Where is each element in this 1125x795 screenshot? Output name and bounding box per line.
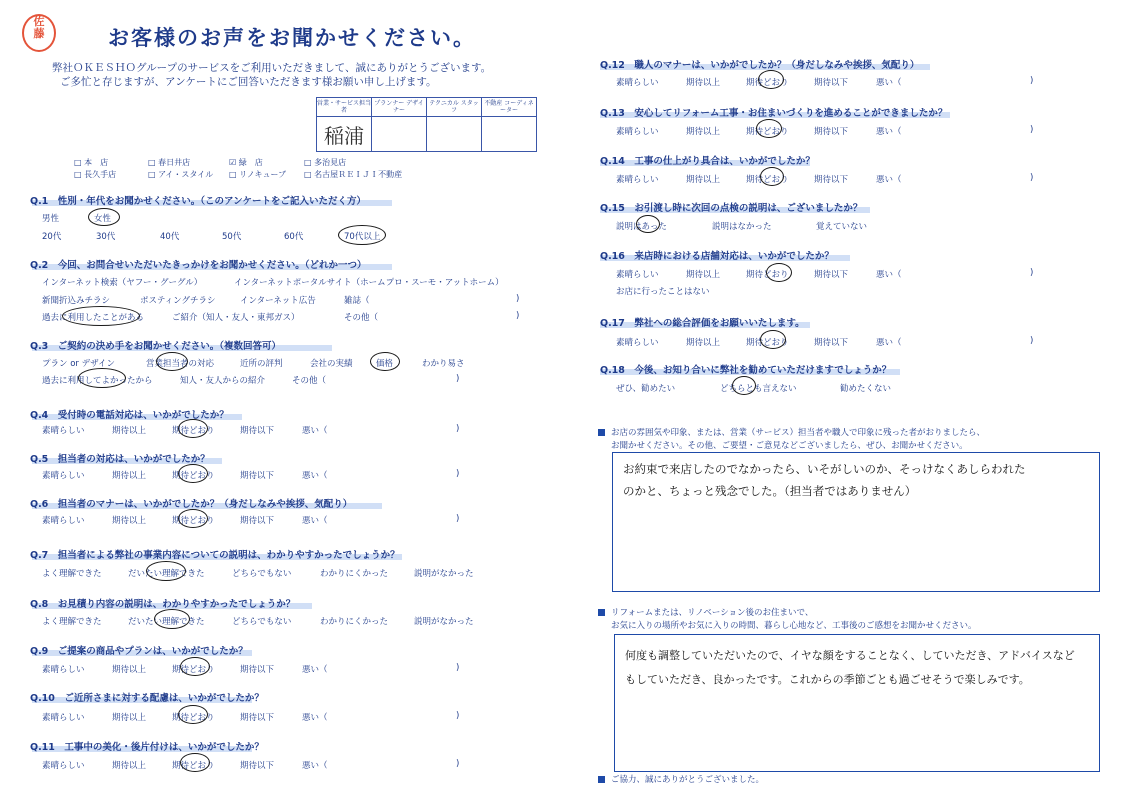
answer-option[interactable]: 悪い（ xyxy=(876,175,902,185)
answer-option[interactable]: 期待以上 xyxy=(686,270,721,280)
answer-option[interactable]: 期待どおり xyxy=(172,713,215,723)
answer-option[interactable]: 素晴らしい xyxy=(42,665,85,675)
answer-option[interactable]: 過去に利用してよかったから xyxy=(42,376,153,386)
answer-circle xyxy=(180,657,210,676)
answer-option[interactable]: 悪い（ xyxy=(302,471,328,481)
staff-header-realestate: 不動産 コーディネーター xyxy=(482,98,537,117)
seal-stamp: 佐 藤 xyxy=(22,14,56,52)
answer-option[interactable]: 知人・友人からの紹介 xyxy=(180,376,266,386)
answer-option[interactable]: どちらとも言えない xyxy=(720,384,797,394)
answer-circle xyxy=(146,561,186,581)
answer-circle xyxy=(760,330,786,349)
answer-option: ) xyxy=(1030,125,1034,135)
question-5: Q.5 担当者の対応は、いかがでしたか？ xyxy=(30,454,210,465)
question-11: Q.11 工事中の美化・後片付けは、いかがでしたか？ xyxy=(30,742,264,753)
staff-header-planner: プランナー デザイナー xyxy=(372,98,427,117)
question-10: Q.10 ご近所さまに対する配慮は、いかがでしたか？ xyxy=(30,693,264,704)
answer-circle xyxy=(732,376,756,395)
answer-option[interactable]: 30代 xyxy=(96,232,116,242)
question-1: Q.1 性別・年代をお聞かせください。（このアンケートをご記入いただく方） xyxy=(30,196,366,207)
answer-option[interactable]: 期待以下 xyxy=(240,665,275,675)
question-16: Q.16 来店時における店舗対応は、いかがでしたか？ xyxy=(600,251,834,262)
answer-option[interactable]: お店に行ったことはない xyxy=(616,287,710,297)
answer-option[interactable]: 過去に利用したことがある xyxy=(42,313,145,323)
question-6: Q.6 担当者のマナーは、いかがでしたか？（身だしなみや挨拶、気配り） xyxy=(30,499,353,510)
store-option[interactable]: □ アイ・スタイル xyxy=(148,170,214,179)
comment1-handwriting-2: のかと、ちょっと残念でした。（担当者ではありません） xyxy=(623,484,917,498)
question-14: Q.14 工事の仕上がり具合は、いかがでしたか？ xyxy=(600,156,815,167)
answer-option[interactable]: 営業担当者の対応 xyxy=(146,359,215,369)
answer-option[interactable]: 期待以下 xyxy=(240,761,275,771)
answer-circle xyxy=(760,167,784,186)
answer-circle xyxy=(370,352,400,371)
question-18: Q.18 今後、お知り合いに弊社を勧めていただけますでしょうか？ xyxy=(600,365,892,376)
answer-circle xyxy=(78,368,126,388)
answer-option[interactable]: 悪い（ xyxy=(302,761,328,771)
answer-option[interactable]: 女性 xyxy=(94,214,112,224)
answer-option: ) xyxy=(456,711,460,721)
answer-option[interactable]: 期待以上 xyxy=(686,127,721,137)
bullet-icon xyxy=(598,609,605,616)
answer-option[interactable]: ぜひ、勧めたい xyxy=(616,384,676,394)
answer-option[interactable]: 悪い（ xyxy=(876,78,902,88)
answer-option: ) xyxy=(456,424,460,434)
answer-option[interactable]: 期待以下 xyxy=(240,426,275,436)
answer-option[interactable]: 期待どおり xyxy=(746,127,789,137)
answer-option[interactable]: 説明がなかった xyxy=(414,617,474,627)
answer-circle xyxy=(756,119,782,138)
answer-option[interactable]: その他（ xyxy=(344,313,379,323)
store-option[interactable]: □ 春日井店 xyxy=(148,158,191,167)
answer-option[interactable]: よく理解できた xyxy=(42,569,102,579)
answer-option[interactable]: わかりにくかった xyxy=(320,569,389,579)
staff-table xyxy=(316,97,537,152)
answer-option[interactable]: 40代 xyxy=(160,232,180,242)
answer-option[interactable]: 新聞折込みチラシ xyxy=(42,296,111,306)
answer-option[interactable]: 素晴らしい xyxy=(616,175,659,185)
answer-circle xyxy=(88,208,120,226)
comment2-box[interactable] xyxy=(614,634,1100,772)
answer-option[interactable]: 期待以下 xyxy=(814,175,849,185)
answer-option[interactable]: 期待以上 xyxy=(112,713,147,723)
answer-option[interactable]: 素晴らしい xyxy=(42,516,85,526)
answer-option: ) xyxy=(1030,76,1034,86)
answer-option[interactable]: わかりにくかった xyxy=(320,617,389,627)
comment2-prompt-1: リフォームまたは、リノベーション後のお住まいで、 xyxy=(598,606,813,618)
answer-option: ) xyxy=(456,469,460,479)
question-3: Q.3 ご契約の決め手をお聞かせください。（複数回答可） xyxy=(30,341,282,352)
comment2-handwriting-1: 何度も調整していただいたので、イヤな顔をすることなく、していただき、アドバイスなど xyxy=(625,649,1075,662)
comment1-handwriting-1: お約束で来店したのでなかったら、いそがしいのか、そっけなくあしらわれた xyxy=(623,462,1026,476)
answer-option[interactable]: 素晴らしい xyxy=(616,338,659,348)
question-4: Q.4 受付時の電話対応は、いかがでしたか？ xyxy=(30,410,229,421)
answer-option[interactable]: 期待以下 xyxy=(240,471,275,481)
answer-option[interactable]: 期待どおり xyxy=(746,175,789,185)
answer-option: ) xyxy=(1030,268,1034,278)
answer-option[interactable]: 素晴らしい xyxy=(616,78,659,88)
answer-option[interactable]: 悪い（ xyxy=(302,713,328,723)
intro-line-2: ご多忙と存じますが、アンケートにご回答いただきます様お願い申し上げます。 xyxy=(60,76,437,88)
answer-option: ) xyxy=(456,663,460,673)
answer-option: ) xyxy=(1030,173,1034,183)
answer-circle xyxy=(154,609,190,629)
answer-option[interactable]: 期待以下 xyxy=(814,127,849,137)
store-option[interactable]: □ 長久手店 xyxy=(74,170,117,179)
answer-option[interactable]: インターネット検索（ヤフー・グーグル） xyxy=(42,278,203,288)
question-12: Q.12 職人のマナーは、いかがでしたか？（身だしなみや挨拶、気配り） xyxy=(600,60,920,71)
answer-option[interactable]: 期待以下 xyxy=(240,713,275,723)
store-option[interactable]: □ 本 店 xyxy=(74,158,109,167)
answer-option[interactable]: ポスティングチラシ xyxy=(140,296,216,306)
answer-option: ) xyxy=(516,294,520,304)
answer-circle xyxy=(636,215,660,233)
answer-option[interactable]: 期待以上 xyxy=(686,338,721,348)
question-17: Q.17 弊社への総合評価をお願いいたします。 xyxy=(600,318,805,329)
comment2-prompt-2: お気に入りの場所やお気に入りの時間、暮らし心地など、工事後のご感想をお聞かせください。 xyxy=(611,621,977,631)
answer-circle xyxy=(338,225,386,245)
answer-option[interactable]: 素晴らしい xyxy=(42,471,85,481)
answer-option[interactable]: 男性 xyxy=(42,214,60,224)
question-15: Q.15 お引渡し時に次回の点検の説明は、ございましたか？ xyxy=(600,203,863,214)
answer-option[interactable]: 素晴らしい xyxy=(42,713,85,723)
answer-option[interactable]: だいたい理解できた xyxy=(128,569,205,579)
store-option[interactable]: □ リノキューブ xyxy=(229,170,287,179)
answer-option[interactable]: 期待どおり xyxy=(172,665,215,675)
answer-option[interactable]: よく理解できた xyxy=(42,617,102,627)
answer-circle xyxy=(180,753,210,772)
answer-option[interactable]: 会社の実績 xyxy=(310,359,353,369)
answer-option[interactable]: 期待以上 xyxy=(112,516,147,526)
answer-option[interactable]: 素晴らしい xyxy=(616,127,659,137)
answer-option[interactable]: 素晴らしい xyxy=(42,761,85,771)
answer-option[interactable]: 期待以上 xyxy=(686,175,721,185)
answer-circle xyxy=(766,263,792,282)
question-9: Q.9 ご提案の商品やプランは、いかがでしたか？ xyxy=(30,646,248,657)
store-option[interactable]: □ 多治見店 xyxy=(304,158,347,167)
answer-option[interactable]: どちらでもない xyxy=(232,617,292,627)
answer-option[interactable]: 60代 xyxy=(284,232,304,242)
answer-option[interactable]: 期待どおり xyxy=(746,338,789,348)
staff-value-technical[interactable] xyxy=(427,117,482,152)
answer-option[interactable]: 説明はなかった xyxy=(712,222,772,232)
answer-option: ) xyxy=(456,374,460,384)
staff-header-technical: テクニカル スタッフ xyxy=(427,98,482,117)
answer-option[interactable]: 20代 xyxy=(42,232,62,242)
answer-circle xyxy=(178,464,208,483)
answer-option[interactable]: 70代以上 xyxy=(344,232,381,242)
answer-option[interactable]: 期待どおり xyxy=(746,78,789,88)
answer-option[interactable]: 素晴らしい xyxy=(42,426,85,436)
answer-option[interactable]: 悪い（ xyxy=(302,665,328,675)
answer-option[interactable]: どちらでもない xyxy=(232,569,292,579)
answer-option[interactable]: わかり易さ xyxy=(422,359,465,369)
answer-option[interactable]: ご紹介（知人・友人・東邦ガス） xyxy=(172,313,300,323)
answer-option[interactable]: 期待以上 xyxy=(112,426,147,436)
comment1-box[interactable] xyxy=(612,452,1100,592)
answer-circle xyxy=(178,509,208,528)
answer-circle xyxy=(156,352,188,371)
answer-option[interactable]: 期待どおり xyxy=(172,761,215,771)
store-option[interactable]: ☑ 緑 店 xyxy=(229,158,263,167)
question-2: Q.2 今回、お問合せいただいたきっかけをお聞かせください。（どれか一つ） xyxy=(30,260,367,271)
answer-circle xyxy=(178,419,208,438)
answer-option[interactable]: 期待以上 xyxy=(686,78,721,88)
answer-option[interactable]: その他（ xyxy=(292,376,327,386)
answer-option[interactable]: 期待どおり xyxy=(746,270,789,280)
answer-option: ) xyxy=(456,514,460,524)
answer-option[interactable]: 覚えていない xyxy=(816,222,868,232)
answer-option[interactable]: 悪い（ xyxy=(302,516,328,526)
answer-option: ) xyxy=(456,759,460,769)
answer-option[interactable]: 近所の評判 xyxy=(240,359,283,369)
answer-option[interactable]: 期待以下 xyxy=(814,78,849,88)
answer-option[interactable]: 価格 xyxy=(376,359,394,369)
answer-option[interactable]: 期待どおり xyxy=(172,471,215,481)
question-8: Q.8 お見積り内容の説明は、わかりやすかったでしょうか？ xyxy=(30,599,296,610)
answer-option[interactable]: 悪い（ xyxy=(302,426,328,436)
answer-option[interactable]: 期待以下 xyxy=(814,270,849,280)
comment2-handwriting-2: もしていただき、良かったです。これからの季節ごとも過ごせそうで楽しみです。 xyxy=(625,673,1030,686)
answer-option[interactable]: 期待以下 xyxy=(814,338,849,348)
answer-option[interactable]: 雑誌（ xyxy=(344,296,370,306)
question-13: Q.13 安心してリフォーム工事・お住まいづくりを進めることができましたか？ xyxy=(600,108,948,119)
store-option[interactable]: □ 名古屋ＲＥＩＪＩ不動産 xyxy=(304,170,403,179)
answer-option[interactable]: インターネットポータルサイト（ホームプロ・スーモ・アットホーム） xyxy=(234,278,504,288)
answer-option[interactable]: 期待以上 xyxy=(112,471,147,481)
staff-value-sales[interactable]: 稲浦 xyxy=(317,117,372,152)
question-7: Q.7 担当者による弊社の事業内容についての説明は、わかりやすかったでしょうか？ xyxy=(30,550,400,561)
answer-option[interactable]: 悪い（ xyxy=(876,338,902,348)
bullet-icon xyxy=(598,776,605,783)
intro-line-1: 弊社ＯＫＥＳＨＯグループのサービスをご利用いただきまして、誠にありがとうございます。 xyxy=(52,62,492,74)
answer-option[interactable]: 期待以上 xyxy=(112,761,147,771)
answer-circle xyxy=(758,70,784,89)
answer-option[interactable]: 期待どおり xyxy=(172,426,215,436)
answer-option: ) xyxy=(1030,336,1034,346)
staff-value-planner[interactable] xyxy=(372,117,427,152)
answer-option[interactable]: 素晴らしい xyxy=(616,270,659,280)
answer-option[interactable]: だいたい理解できた xyxy=(128,617,205,627)
answer-circle xyxy=(62,306,140,326)
answer-option[interactable]: プラン or デザイン xyxy=(42,359,116,369)
answer-option: ) xyxy=(516,311,520,321)
footer-thanks: ご協力、誠にありがとうございました。 xyxy=(598,773,764,785)
answer-option[interactable]: 悪い（ xyxy=(876,270,902,280)
staff-header-sales: 営業・サービス担当者 xyxy=(317,98,372,117)
staff-value-realestate[interactable] xyxy=(482,117,537,152)
answer-circle xyxy=(178,705,208,724)
answer-option[interactable]: 期待以下 xyxy=(240,516,275,526)
answer-option[interactable]: 勧めたくない xyxy=(840,384,892,394)
answer-option[interactable]: 50代 xyxy=(222,232,242,242)
comment1-prompt-2: お聞かせください。その他、ご要望・ご意見などございましたら、ぜひ、お聞かせください。 xyxy=(611,441,968,451)
answer-option[interactable]: 期待以上 xyxy=(112,665,147,675)
answer-option[interactable]: インターネット広告 xyxy=(240,296,316,306)
answer-option[interactable]: 説明はあった xyxy=(616,222,667,232)
page-title: お客様のお声をお聞かせください。 xyxy=(108,26,476,50)
answer-option[interactable]: 説明がなかった xyxy=(414,569,474,579)
comment1-prompt-1: お店の雰囲気や印象、または、営業（サービス）担当者や職人で印象に残った者がおりましたら、 xyxy=(598,426,985,438)
answer-option[interactable]: 悪い（ xyxy=(876,127,902,137)
answer-option[interactable]: 期待どおり xyxy=(172,516,215,526)
bullet-icon xyxy=(598,429,605,436)
